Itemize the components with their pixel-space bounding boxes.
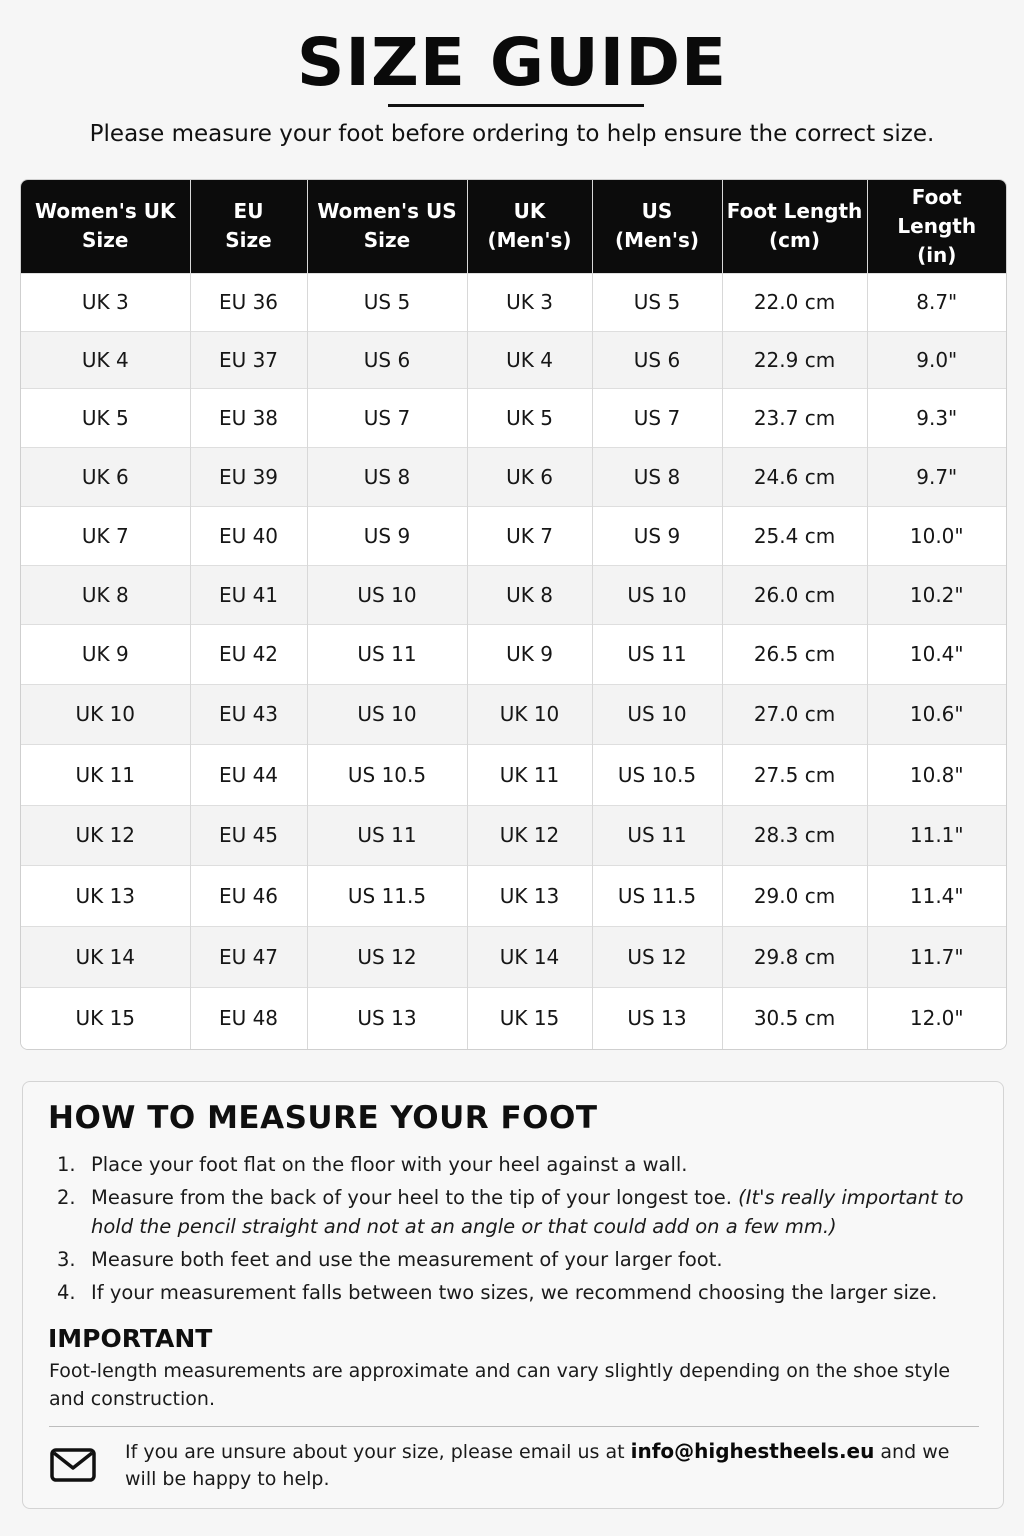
cell-uk-mens: UK 3 bbox=[467, 273, 592, 331]
cell-eu: EU 37 bbox=[190, 331, 307, 388]
cell-eu: EU 38 bbox=[190, 388, 307, 447]
cell-foot-length-in: 10.4" bbox=[867, 624, 1006, 684]
cell-foot-length-cm: 22.0 cm bbox=[722, 273, 867, 331]
size-table-body bbox=[21, 273, 1006, 1049]
header-eu: EU Size bbox=[190, 180, 307, 273]
table-row bbox=[21, 447, 1006, 506]
important-text: Foot-length measurements are approximate and can vary slightly depending on the shoe style and construction. bbox=[49, 1360, 951, 1410]
cell-us-mens: US 10 bbox=[592, 565, 722, 624]
cell-eu: EU 40 bbox=[190, 506, 307, 565]
cell-us-mens: US 11.5 bbox=[592, 865, 722, 926]
cell-foot-length-in: 10.8" bbox=[867, 744, 1006, 805]
cell-us-mens: US 5 bbox=[592, 273, 722, 331]
cell-foot-length-cm: 26.5 cm bbox=[722, 624, 867, 684]
header-foot-length-cm: Foot Length (cm) bbox=[722, 180, 867, 273]
step-number: 1. bbox=[57, 1153, 76, 1176]
cell-uk-mens: UK 12 bbox=[467, 805, 592, 865]
page-title: SIZE GUIDE bbox=[296, 24, 728, 101]
cell-womens-uk: UK 6 bbox=[21, 447, 190, 506]
measure-step bbox=[49, 1150, 989, 1179]
cell-eu: EU 48 bbox=[190, 987, 307, 1049]
table-row bbox=[21, 926, 1006, 987]
cell-eu: EU 36 bbox=[190, 273, 307, 331]
table-row bbox=[21, 624, 1006, 684]
cell-foot-length-cm: 28.3 cm bbox=[722, 805, 867, 865]
cell-eu: EU 44 bbox=[190, 744, 307, 805]
cell-foot-length-cm: 25.4 cm bbox=[722, 506, 867, 565]
cell-foot-length-cm: 30.5 cm bbox=[722, 987, 867, 1049]
cell-foot-length-in: 8.7" bbox=[867, 273, 1006, 331]
measure-card bbox=[22, 1081, 1004, 1509]
cell-womens-us: US 9 bbox=[307, 506, 467, 565]
cell-foot-length-in: 9.7" bbox=[867, 447, 1006, 506]
table-row bbox=[21, 684, 1006, 744]
cell-womens-uk: UK 15 bbox=[21, 987, 190, 1049]
cell-foot-length-in: 12.0" bbox=[867, 987, 1006, 1049]
cell-uk-mens: UK 7 bbox=[467, 506, 592, 565]
step-text: Measure both feet and use the measurement of your larger foot. bbox=[91, 1248, 723, 1271]
cell-us-mens: US 9 bbox=[592, 506, 722, 565]
cell-womens-us: US 5 bbox=[307, 273, 467, 331]
cell-eu: EU 42 bbox=[190, 624, 307, 684]
cell-uk-mens: UK 5 bbox=[467, 388, 592, 447]
cell-us-mens: US 13 bbox=[592, 987, 722, 1049]
cell-womens-us: US 11 bbox=[307, 624, 467, 684]
table-row bbox=[21, 987, 1006, 1049]
cell-uk-mens: UK 8 bbox=[467, 565, 592, 624]
table-row bbox=[21, 865, 1006, 926]
cell-us-mens: US 10 bbox=[592, 684, 722, 744]
cell-foot-length-in: 10.2" bbox=[867, 565, 1006, 624]
measure-steps bbox=[49, 1150, 989, 1311]
important-title: IMPORTANT bbox=[48, 1324, 213, 1353]
cell-womens-us: US 11 bbox=[307, 805, 467, 865]
cell-eu: EU 47 bbox=[190, 926, 307, 987]
contact-after: and we will be happy to help. bbox=[125, 1441, 950, 1490]
measure-step bbox=[49, 1183, 989, 1241]
cell-foot-length-in: 9.3" bbox=[867, 388, 1006, 447]
cell-foot-length-cm: 26.0 cm bbox=[722, 565, 867, 624]
cell-us-mens: US 8 bbox=[592, 447, 722, 506]
cell-uk-mens: UK 6 bbox=[467, 447, 592, 506]
measure-step bbox=[49, 1245, 989, 1274]
cell-foot-length-cm: 27.5 cm bbox=[722, 744, 867, 805]
table-row bbox=[21, 273, 1006, 331]
cell-us-mens: US 6 bbox=[592, 331, 722, 388]
cell-foot-length-cm: 27.0 cm bbox=[722, 684, 867, 744]
table-row bbox=[21, 331, 1006, 388]
cell-foot-length-cm: 22.9 cm bbox=[722, 331, 867, 388]
cell-womens-uk: UK 3 bbox=[21, 273, 190, 331]
cell-womens-uk: UK 8 bbox=[21, 565, 190, 624]
cell-eu: EU 41 bbox=[190, 565, 307, 624]
table-row bbox=[21, 506, 1006, 565]
title-underline bbox=[388, 104, 644, 107]
step-text: Place your foot flat on the floor with your heel against a wall. bbox=[91, 1153, 688, 1176]
header-foot-length-in: Foot Length (in) bbox=[867, 180, 1006, 273]
header-uk-mens: UK (Men's) bbox=[467, 180, 592, 273]
contact-text bbox=[125, 1438, 985, 1493]
measure-step bbox=[49, 1278, 989, 1307]
step-number: 3. bbox=[57, 1248, 76, 1271]
size-table bbox=[21, 180, 1006, 1049]
cell-womens-us: US 6 bbox=[307, 331, 467, 388]
cell-womens-uk: UK 14 bbox=[21, 926, 190, 987]
size-table-container bbox=[20, 179, 1007, 1050]
cell-foot-length-in: 9.0" bbox=[867, 331, 1006, 388]
cell-womens-us: US 10.5 bbox=[307, 744, 467, 805]
cell-uk-mens: UK 9 bbox=[467, 624, 592, 684]
cell-uk-mens: UK 4 bbox=[467, 331, 592, 388]
cell-us-mens: US 11 bbox=[592, 624, 722, 684]
cell-womens-us: US 12 bbox=[307, 926, 467, 987]
step-note: (It's really important to hold the pencil straight and not at an angle or that could add on a few mm.) bbox=[91, 1186, 964, 1238]
table-header-row bbox=[21, 180, 1006, 273]
cell-us-mens: US 7 bbox=[592, 388, 722, 447]
cell-foot-length-cm: 23.7 cm bbox=[722, 388, 867, 447]
cell-womens-us: US 11.5 bbox=[307, 865, 467, 926]
table-row bbox=[21, 565, 1006, 624]
step-number: 4. bbox=[57, 1281, 76, 1304]
cell-womens-uk: UK 11 bbox=[21, 744, 190, 805]
table-row bbox=[21, 805, 1006, 865]
cell-foot-length-in: 10.0" bbox=[867, 506, 1006, 565]
cell-uk-mens: UK 13 bbox=[467, 865, 592, 926]
cell-foot-length-in: 11.1" bbox=[867, 805, 1006, 865]
cell-uk-mens: UK 11 bbox=[467, 744, 592, 805]
cell-womens-us: US 8 bbox=[307, 447, 467, 506]
cell-us-mens: US 10.5 bbox=[592, 744, 722, 805]
measure-title: HOW TO MEASURE YOUR FOOT bbox=[48, 1100, 598, 1136]
cell-womens-us: US 10 bbox=[307, 565, 467, 624]
cell-foot-length-cm: 24.6 cm bbox=[722, 447, 867, 506]
cell-womens-uk: UK 9 bbox=[21, 624, 190, 684]
cell-uk-mens: UK 10 bbox=[467, 684, 592, 744]
cell-uk-mens: UK 14 bbox=[467, 926, 592, 987]
header-us-mens: US (Men's) bbox=[592, 180, 722, 273]
cell-womens-us: US 13 bbox=[307, 987, 467, 1049]
cell-foot-length-in: 11.7" bbox=[867, 926, 1006, 987]
cell-us-mens: US 12 bbox=[592, 926, 722, 987]
cell-foot-length-cm: 29.0 cm bbox=[722, 865, 867, 926]
header-womens-uk: Women's UK Size bbox=[21, 180, 190, 273]
cell-us-mens: US 11 bbox=[592, 805, 722, 865]
cell-eu: EU 43 bbox=[190, 684, 307, 744]
cell-womens-uk: UK 4 bbox=[21, 331, 190, 388]
cell-eu: EU 46 bbox=[190, 865, 307, 926]
cell-womens-uk: UK 7 bbox=[21, 506, 190, 565]
step-text: Measure from the back of your heel to the tip of your longest toe. bbox=[91, 1186, 732, 1209]
page-subtitle: Please measure your foot before ordering to help ensure the correct size. bbox=[89, 121, 935, 147]
cell-womens-uk: UK 12 bbox=[21, 805, 190, 865]
cell-foot-length-cm: 29.8 cm bbox=[722, 926, 867, 987]
cell-womens-uk: UK 10 bbox=[21, 684, 190, 744]
cell-womens-us: US 10 bbox=[307, 684, 467, 744]
cell-foot-length-in: 11.4" bbox=[867, 865, 1006, 926]
cell-eu: EU 39 bbox=[190, 447, 307, 506]
email-link[interactable]: info@highestheels.eu bbox=[630, 1439, 875, 1463]
cell-womens-uk: UK 5 bbox=[21, 388, 190, 447]
cell-foot-length-in: 10.6" bbox=[867, 684, 1006, 744]
cell-womens-us: US 7 bbox=[307, 388, 467, 447]
cell-uk-mens: UK 15 bbox=[467, 987, 592, 1049]
step-text: If your measurement falls between two sizes, we recommend choosing the larger size. bbox=[91, 1281, 938, 1304]
table-row bbox=[21, 388, 1006, 447]
cell-womens-uk: UK 13 bbox=[21, 865, 190, 926]
contact-before: If you are unsure about your size, please email us at bbox=[125, 1441, 625, 1463]
cell-eu: EU 45 bbox=[190, 805, 307, 865]
table-row bbox=[21, 744, 1006, 805]
header-womens-us: Women's US Size bbox=[307, 180, 467, 273]
step-number: 2. bbox=[57, 1186, 76, 1209]
divider bbox=[49, 1426, 979, 1427]
mail-icon bbox=[49, 1445, 97, 1485]
